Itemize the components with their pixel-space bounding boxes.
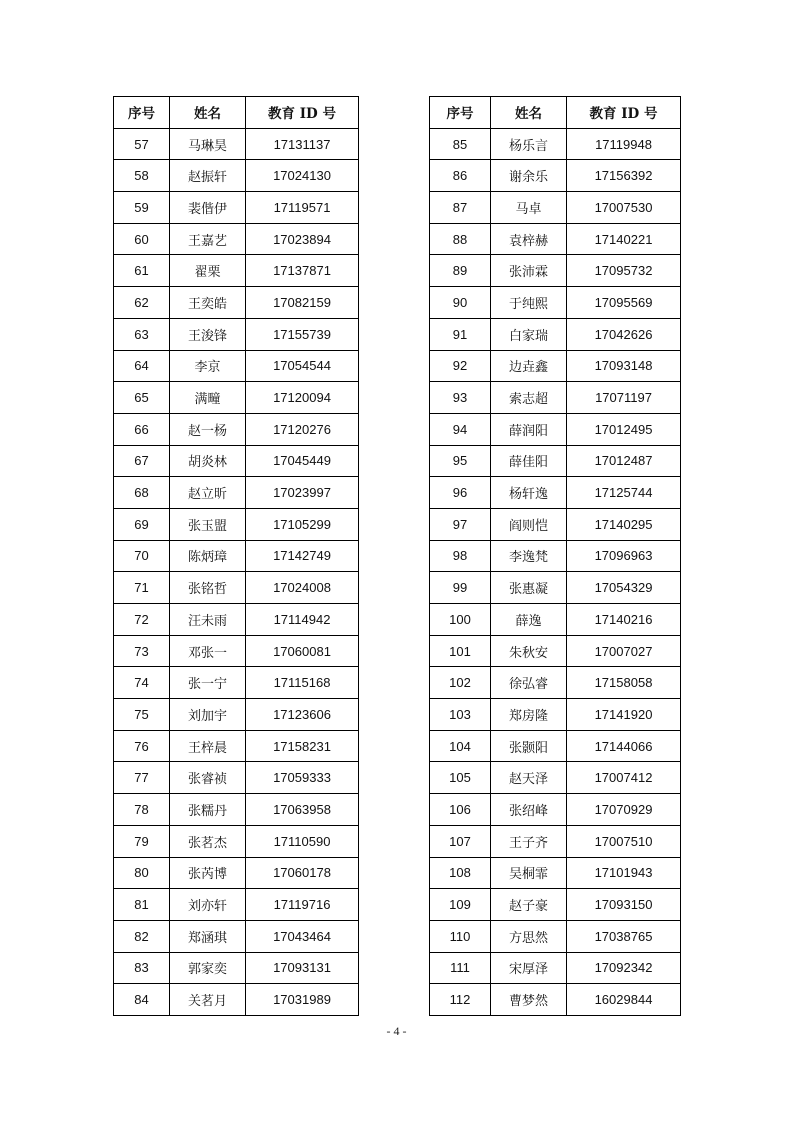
cell-seq: 95 — [430, 445, 491, 477]
cell-name: 阎则恺 — [491, 508, 567, 540]
column-gap — [359, 540, 430, 572]
cell-seq: 80 — [114, 857, 170, 889]
cell-edu-id: 17158058 — [567, 667, 681, 699]
cell-name: 赵子豪 — [491, 889, 567, 921]
table-row — [114, 160, 681, 192]
cell-name: 薛逸 — [491, 604, 567, 636]
cell-seq: 98 — [430, 540, 491, 572]
table-row — [114, 128, 681, 160]
column-gap — [359, 604, 430, 636]
column-gap — [359, 382, 430, 414]
cell-edu-id: 17125744 — [567, 477, 681, 509]
column-gap — [359, 350, 430, 382]
cell-seq: 81 — [114, 889, 170, 921]
table-row — [114, 413, 681, 445]
cell-name: 白家瑞 — [491, 318, 567, 350]
cell-seq: 92 — [430, 350, 491, 382]
cell-edu-id: 17110590 — [246, 825, 359, 857]
cell-name: 张茗杰 — [170, 825, 246, 857]
cell-seq: 93 — [430, 382, 491, 414]
cell-name: 陈炳璋 — [170, 540, 246, 572]
header-row — [114, 97, 681, 129]
cell-seq: 57 — [114, 128, 170, 160]
cell-edu-id: 17155739 — [246, 318, 359, 350]
cell-name: 胡炎林 — [170, 445, 246, 477]
cell-edu-id: 17063958 — [246, 794, 359, 826]
cell-name: 王奕皓 — [170, 287, 246, 319]
table-row — [114, 667, 681, 699]
table-row — [114, 635, 681, 667]
cell-edu-id: 17142749 — [246, 540, 359, 572]
cell-edu-id: 17007510 — [567, 825, 681, 857]
cell-name: 郑涵琪 — [170, 920, 246, 952]
cell-name: 朱秋安 — [491, 635, 567, 667]
column-gap — [359, 952, 430, 984]
cell-edu-id: 17043464 — [246, 920, 359, 952]
cell-seq: 91 — [430, 318, 491, 350]
cell-edu-id: 17137871 — [246, 255, 359, 287]
cell-seq: 89 — [430, 255, 491, 287]
cell-edu-id: 17105299 — [246, 508, 359, 540]
cell-edu-id: 17120276 — [246, 413, 359, 445]
cell-name: 马卓 — [491, 192, 567, 224]
header-seq-right: 序号 — [430, 97, 491, 129]
cell-edu-id: 17140221 — [567, 223, 681, 255]
cell-seq: 79 — [114, 825, 170, 857]
cell-seq: 101 — [430, 635, 491, 667]
column-gap — [359, 984, 430, 1016]
cell-edu-id: 17082159 — [246, 287, 359, 319]
cell-name: 谢余乐 — [491, 160, 567, 192]
table-row — [114, 920, 681, 952]
column-gap — [359, 572, 430, 604]
cell-edu-id: 17007412 — [567, 762, 681, 794]
cell-seq: 106 — [430, 794, 491, 826]
cell-edu-id: 17093150 — [567, 889, 681, 921]
table-row — [114, 572, 681, 604]
cell-seq: 58 — [114, 160, 170, 192]
cell-seq: 107 — [430, 825, 491, 857]
header-name-right: 姓名 — [491, 97, 567, 129]
column-gap — [359, 825, 430, 857]
cell-name: 宋厚泽 — [491, 952, 567, 984]
cell-seq: 77 — [114, 762, 170, 794]
table-row — [114, 192, 681, 224]
cell-edu-id: 17119948 — [567, 128, 681, 160]
cell-edu-id: 17054329 — [567, 572, 681, 604]
cell-seq: 104 — [430, 730, 491, 762]
cell-seq: 85 — [430, 128, 491, 160]
cell-seq: 82 — [114, 920, 170, 952]
cell-name: 张铭哲 — [170, 572, 246, 604]
cell-edu-id: 17042626 — [567, 318, 681, 350]
cell-seq: 78 — [114, 794, 170, 826]
cell-edu-id: 17054544 — [246, 350, 359, 382]
column-gap — [359, 445, 430, 477]
cell-name: 王嘉艺 — [170, 223, 246, 255]
cell-seq: 87 — [430, 192, 491, 224]
cell-edu-id: 17144066 — [567, 730, 681, 762]
cell-edu-id: 17096963 — [567, 540, 681, 572]
cell-edu-id: 17012495 — [567, 413, 681, 445]
cell-edu-id: 17059333 — [246, 762, 359, 794]
cell-edu-id: 17131137 — [246, 128, 359, 160]
column-gap — [359, 128, 430, 160]
table-row — [114, 889, 681, 921]
table-row — [114, 984, 681, 1016]
cell-name: 方思然 — [491, 920, 567, 952]
table-row — [114, 508, 681, 540]
cell-seq: 62 — [114, 287, 170, 319]
cell-name: 邓张一 — [170, 635, 246, 667]
column-gap — [359, 794, 430, 826]
cell-seq: 112 — [430, 984, 491, 1016]
cell-edu-id: 17038765 — [567, 920, 681, 952]
cell-seq: 88 — [430, 223, 491, 255]
cell-seq: 63 — [114, 318, 170, 350]
table-row — [114, 952, 681, 984]
cell-edu-id: 17140216 — [567, 604, 681, 636]
cell-edu-id: 17095569 — [567, 287, 681, 319]
column-gap — [359, 160, 430, 192]
table-row — [114, 794, 681, 826]
cell-name: 赵一杨 — [170, 413, 246, 445]
table-row — [114, 699, 681, 731]
cell-name: 赵振轩 — [170, 160, 246, 192]
cell-seq: 60 — [114, 223, 170, 255]
column-gap — [359, 477, 430, 509]
cell-name: 薛润阳 — [491, 413, 567, 445]
cell-name: 曹梦然 — [491, 984, 567, 1016]
student-roster-table — [113, 96, 681, 1016]
table-row — [114, 382, 681, 414]
cell-seq: 96 — [430, 477, 491, 509]
column-gap — [359, 699, 430, 731]
cell-seq: 111 — [430, 952, 491, 984]
cell-seq: 74 — [114, 667, 170, 699]
cell-seq: 61 — [114, 255, 170, 287]
column-gap — [359, 857, 430, 889]
cell-name: 袁梓赫 — [491, 223, 567, 255]
cell-edu-id: 17095732 — [567, 255, 681, 287]
cell-seq: 71 — [114, 572, 170, 604]
cell-edu-id: 17141920 — [567, 699, 681, 731]
cell-seq: 99 — [430, 572, 491, 604]
cell-name: 张惠凝 — [491, 572, 567, 604]
cell-name: 刘加宇 — [170, 699, 246, 731]
cell-name: 杨乐言 — [491, 128, 567, 160]
cell-seq: 70 — [114, 540, 170, 572]
cell-seq: 103 — [430, 699, 491, 731]
cell-edu-id: 17092342 — [567, 952, 681, 984]
cell-name: 索志超 — [491, 382, 567, 414]
cell-edu-id: 17007530 — [567, 192, 681, 224]
cell-seq: 66 — [114, 413, 170, 445]
cell-name: 王浚锋 — [170, 318, 246, 350]
cell-name: 裴偕伊 — [170, 192, 246, 224]
cell-seq: 105 — [430, 762, 491, 794]
cell-name: 满疃 — [170, 382, 246, 414]
cell-name: 边垚鑫 — [491, 350, 567, 382]
cell-seq: 64 — [114, 350, 170, 382]
cell-name: 翟栗 — [170, 255, 246, 287]
table-row — [114, 318, 681, 350]
table-row — [114, 477, 681, 509]
column-gap — [359, 318, 430, 350]
column-gap — [359, 635, 430, 667]
cell-edu-id: 17093131 — [246, 952, 359, 984]
cell-edu-id: 17071197 — [567, 382, 681, 414]
cell-seq: 67 — [114, 445, 170, 477]
header-edu-id-right: 教育 ID 号 — [567, 97, 681, 129]
cell-seq: 102 — [430, 667, 491, 699]
roster-body — [114, 128, 681, 1015]
table-row — [114, 255, 681, 287]
cell-name: 刘亦轩 — [170, 889, 246, 921]
table-row — [114, 730, 681, 762]
table-row — [114, 350, 681, 382]
cell-name: 张睿祯 — [170, 762, 246, 794]
cell-edu-id: 17060178 — [246, 857, 359, 889]
cell-edu-id: 17101943 — [567, 857, 681, 889]
cell-name: 马琳昊 — [170, 128, 246, 160]
table-row — [114, 445, 681, 477]
cell-seq: 59 — [114, 192, 170, 224]
cell-name: 张绍峰 — [491, 794, 567, 826]
page-number: - 4 - — [386, 1024, 407, 1038]
cell-name: 于纯熙 — [491, 287, 567, 319]
column-gap — [359, 287, 430, 319]
cell-name: 张芮博 — [170, 857, 246, 889]
column-gap — [359, 223, 430, 255]
cell-seq: 94 — [430, 413, 491, 445]
header-edu-id-left: 教育 ID 号 — [246, 97, 359, 129]
cell-edu-id: 17115168 — [246, 667, 359, 699]
cell-seq: 65 — [114, 382, 170, 414]
table-row — [114, 540, 681, 572]
column-gap — [359, 762, 430, 794]
cell-seq: 100 — [430, 604, 491, 636]
table-row — [114, 857, 681, 889]
table-row — [114, 825, 681, 857]
cell-edu-id: 17031989 — [246, 984, 359, 1016]
column-gap — [359, 667, 430, 699]
column-gap — [359, 508, 430, 540]
column-gap — [359, 889, 430, 921]
cell-seq: 72 — [114, 604, 170, 636]
cell-name: 郭家奕 — [170, 952, 246, 984]
table-row — [114, 762, 681, 794]
cell-seq: 108 — [430, 857, 491, 889]
cell-edu-id: 17024130 — [246, 160, 359, 192]
cell-seq: 68 — [114, 477, 170, 509]
cell-name: 郑房隆 — [491, 699, 567, 731]
column-gap — [359, 97, 430, 129]
cell-seq: 75 — [114, 699, 170, 731]
column-gap — [359, 192, 430, 224]
cell-name: 张一宁 — [170, 667, 246, 699]
cell-name: 张糯丹 — [170, 794, 246, 826]
cell-edu-id: 17156392 — [567, 160, 681, 192]
cell-edu-id: 17023997 — [246, 477, 359, 509]
cell-name: 赵立昕 — [170, 477, 246, 509]
table-row — [114, 604, 681, 636]
cell-name: 张玉盟 — [170, 508, 246, 540]
column-gap — [359, 255, 430, 287]
cell-seq: 69 — [114, 508, 170, 540]
cell-edu-id: 17045449 — [246, 445, 359, 477]
cell-edu-id: 17070929 — [567, 794, 681, 826]
cell-name: 薛佳阳 — [491, 445, 567, 477]
cell-name: 张颢阳 — [491, 730, 567, 762]
cell-edu-id: 17012487 — [567, 445, 681, 477]
cell-edu-id: 16029844 — [567, 984, 681, 1016]
cell-edu-id: 17060081 — [246, 635, 359, 667]
column-gap — [359, 413, 430, 445]
cell-name: 吴桐霏 — [491, 857, 567, 889]
cell-edu-id: 17007027 — [567, 635, 681, 667]
cell-edu-id: 17123606 — [246, 699, 359, 731]
cell-name: 李逸梵 — [491, 540, 567, 572]
table-row — [114, 287, 681, 319]
cell-edu-id: 17119571 — [246, 192, 359, 224]
cell-edu-id: 17024008 — [246, 572, 359, 604]
header-name-left: 姓名 — [170, 97, 246, 129]
cell-edu-id: 17093148 — [567, 350, 681, 382]
column-gap — [359, 920, 430, 952]
cell-name: 汪未雨 — [170, 604, 246, 636]
cell-name: 张沛霖 — [491, 255, 567, 287]
cell-edu-id: 17120094 — [246, 382, 359, 414]
cell-name: 杨轩逸 — [491, 477, 567, 509]
cell-name: 李京 — [170, 350, 246, 382]
cell-seq: 110 — [430, 920, 491, 952]
cell-name: 赵天泽 — [491, 762, 567, 794]
cell-name: 关茗月 — [170, 984, 246, 1016]
cell-name: 徐弘睿 — [491, 667, 567, 699]
header-seq-left: 序号 — [114, 97, 170, 129]
cell-edu-id: 17158231 — [246, 730, 359, 762]
cell-seq: 109 — [430, 889, 491, 921]
cell-edu-id: 17114942 — [246, 604, 359, 636]
cell-seq: 86 — [430, 160, 491, 192]
cell-seq: 97 — [430, 508, 491, 540]
cell-seq: 83 — [114, 952, 170, 984]
cell-edu-id: 17119716 — [246, 889, 359, 921]
cell-name: 王梓晨 — [170, 730, 246, 762]
cell-edu-id: 17023894 — [246, 223, 359, 255]
table-row — [114, 223, 681, 255]
cell-seq: 76 — [114, 730, 170, 762]
cell-seq: 84 — [114, 984, 170, 1016]
cell-seq: 90 — [430, 287, 491, 319]
cell-name: 王子齐 — [491, 825, 567, 857]
cell-edu-id: 17140295 — [567, 508, 681, 540]
column-gap — [359, 730, 430, 762]
cell-seq: 73 — [114, 635, 170, 667]
